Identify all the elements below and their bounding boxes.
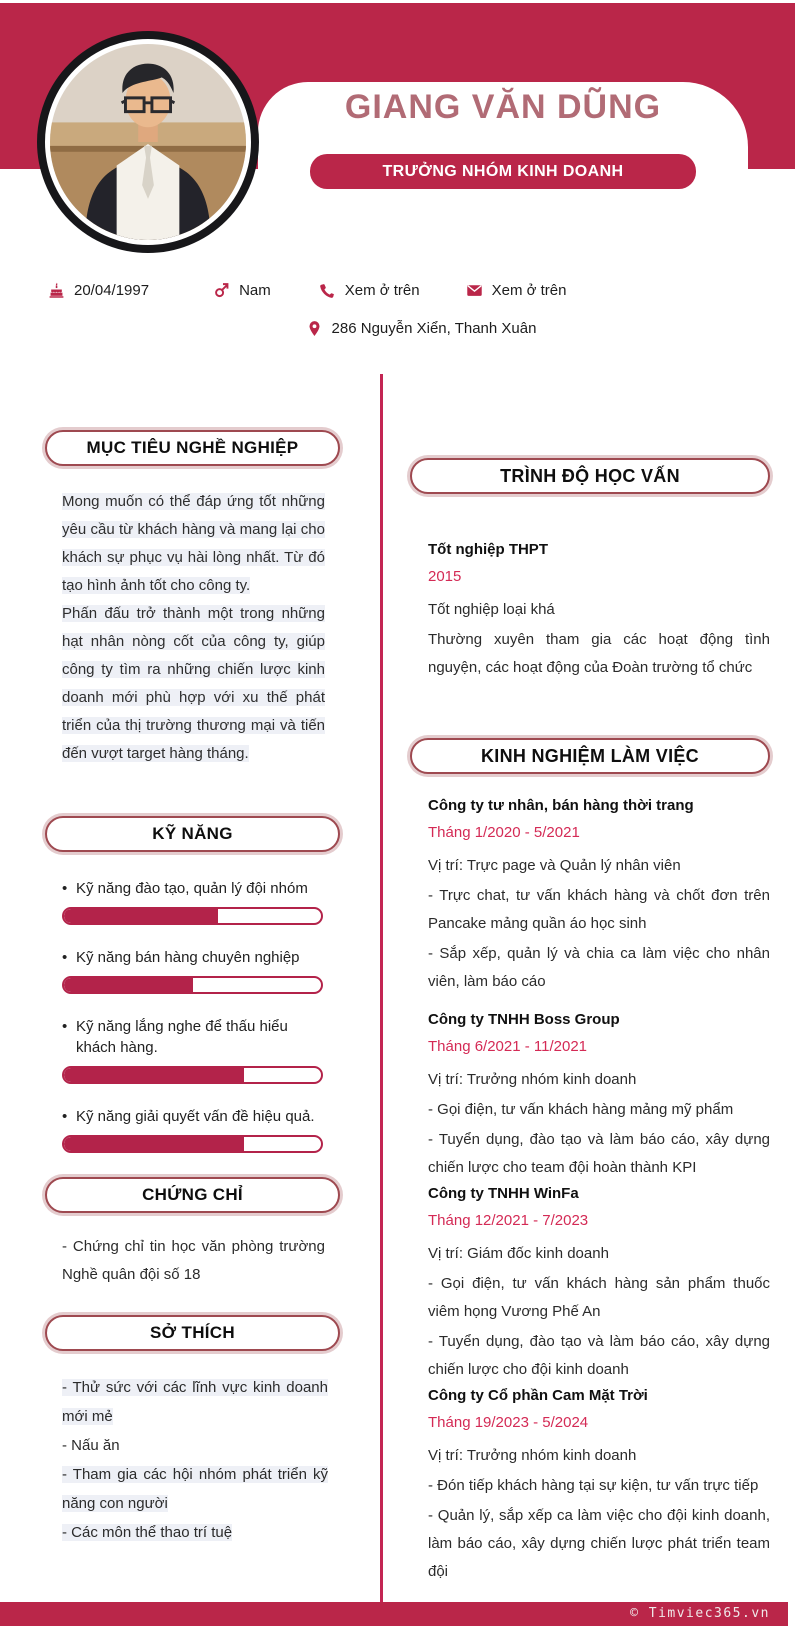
dob-field	[48, 282, 149, 299]
dob-value: 20/04/1997	[74, 281, 150, 299]
person-avatar-illustration	[50, 44, 246, 240]
experience-line: - Đón tiếp khách hàng tại sự kiện, tư vấn trực tiếp	[428, 1477, 759, 1494]
experience-company: Công ty Cổ phần Cam Mặt Trời	[428, 1387, 648, 1404]
job-title-badge: TRƯỞNG NHÓM KINH DOANH	[310, 154, 696, 189]
skill-bar-fill	[64, 909, 218, 923]
objective-paragraph: Phấn đấu trở thành một trong những hạt nhân nòng cốt của công ty, giúp công ty tìm ra những chiến lược kinh doanh mới phù hợp với xu thế phát triển của thị trường thương mại và tiến đến vượt target hàng tháng.	[62, 605, 325, 762]
contact-row-2	[0, 316, 800, 340]
gender-male-icon	[213, 282, 230, 299]
skill-item	[62, 1016, 323, 1084]
email-value: Xem ở trên	[491, 281, 567, 299]
experience-company: Công ty TNHH Boss Group	[428, 1011, 620, 1028]
experience-details	[428, 1066, 770, 1182]
phone-icon	[319, 282, 336, 299]
experience-period: Tháng 12/2021 - 7/2023	[428, 1212, 589, 1229]
column-divider	[380, 374, 383, 1602]
right-column	[410, 458, 770, 1586]
location-pin-icon	[306, 320, 323, 337]
experience-period: Tháng 19/2023 - 5/2024	[428, 1414, 589, 1431]
education-degree: Tốt nghiệp THPT	[428, 541, 548, 558]
education-entry	[428, 538, 770, 682]
cv-body	[0, 360, 800, 1602]
experience-details	[428, 852, 770, 996]
section-title-skills: KỸ NĂNG	[45, 816, 340, 852]
experience-line: Vị trí: Trực page và Quản lý nhân viên	[428, 857, 681, 874]
experience-period: Tháng 1/2020 - 5/2021	[428, 824, 580, 841]
certificate-line: - Chứng chỉ tin học văn phòng trường Nghề quân đội số 18	[62, 1238, 325, 1283]
experience-line: - Trực chat, tư vấn khách hàng và chốt đơn trên Pancake mảng quần áo học sinh	[428, 887, 770, 932]
experience-line: - Gọi điện, tư vấn khách hàng mảng mỹ phẩm	[428, 1101, 734, 1118]
experience-line: - Tuyển dụng, đào tạo và làm báo cáo, xây dựng chiến lược cho đội kinh doanh	[428, 1333, 770, 1378]
contact-info	[0, 278, 800, 340]
hobby-item: - Thử sức với các lĩnh vực kinh doanh mới mẻ	[62, 1379, 328, 1425]
skill-bar	[62, 907, 323, 925]
gender-field	[213, 282, 271, 299]
experience-line: - Sắp xếp, quản lý và chia ca làm việc cho nhân viên, làm báo cáo	[428, 945, 770, 990]
education-line: Tốt nghiệp loại khá	[428, 601, 555, 618]
experience-line: Vị trí: Trưởng nhóm kinh doanh	[428, 1071, 637, 1088]
experience-entry	[428, 1182, 770, 1384]
skill-bar	[62, 1066, 323, 1084]
objective-paragraph: Mong muốn có thể đáp ứng tốt những yêu cầu từ khách hàng và mang lại cho khách sự phục vụ hài lòng nhất. Từ đó tạo hình ảnh tốt cho công ty.	[62, 493, 325, 594]
skill-label: • Kỹ năng giải quyết vấn đề hiệu quả.	[62, 1106, 323, 1127]
experience-line: - Gọi điện, tư vấn khách hàng sản phẩm thuốc viêm họng Vương Phế An	[428, 1275, 770, 1320]
profile-photo	[37, 31, 259, 253]
skill-label: • Kỹ năng lắng nghe để thấu hiểu khách hàng.	[62, 1016, 323, 1058]
envelope-icon	[466, 282, 483, 299]
experience-company: Công ty tư nhân, bán hàng thời trang	[428, 797, 694, 814]
experience-period: Tháng 6/2021 - 11/2021	[428, 1038, 588, 1055]
hobby-item: - Nấu ăn	[62, 1437, 120, 1454]
name-panel	[258, 82, 748, 212]
skill-item	[62, 947, 323, 994]
skill-label: • Kỹ năng đào tạo, quản lý đội nhóm	[62, 878, 323, 899]
profile-photo-image	[50, 44, 246, 240]
experience-company: Công ty TNHH WinFa	[428, 1185, 579, 1202]
section-title-education: TRÌNH ĐỘ HỌC VẤN	[410, 458, 770, 494]
address-value: 286 Nguyễn Xiển, Thanh Xuân	[331, 319, 537, 337]
skill-bar	[62, 1135, 323, 1153]
skill-item	[62, 1106, 323, 1153]
skills-list	[62, 878, 323, 1153]
candidate-name: GIANG VĂN DŨNG	[344, 88, 662, 126]
hobby-item: - Tham gia các hội nhóm phát triển kỹ năng con người	[62, 1466, 328, 1512]
certificates-text	[45, 1233, 340, 1289]
experience-line: - Quản lý, sắp xếp ca làm việc cho đội kinh doanh, làm báo cáo, xây dựng chiến lược phát triển team đội	[428, 1507, 770, 1580]
experience-details	[428, 1442, 770, 1586]
address-field	[306, 320, 537, 337]
section-title-hobbies: SỞ THÍCH	[45, 1315, 340, 1351]
contact-row-1	[48, 278, 800, 302]
experience-line: Vị trí: Giám đốc kinh doanh	[428, 1245, 609, 1262]
section-title-certificates: CHỨNG CHỈ	[45, 1177, 340, 1213]
section-title-experience: KINH NGHIỆM LÀM VIỆC	[410, 738, 770, 774]
skill-bar-fill	[64, 1068, 244, 1082]
experience-line: Vị trí: Trưởng nhóm kinh doanh	[428, 1447, 637, 1464]
skill-bar-fill	[64, 1137, 244, 1151]
gender-value: Nam	[239, 281, 271, 299]
experience-entry	[428, 794, 770, 996]
hobby-item: - Các môn thể thao trí tuệ	[62, 1524, 233, 1541]
email-field	[466, 282, 567, 299]
experience-entry	[428, 1384, 770, 1586]
cv-header	[0, 0, 800, 258]
education-details	[428, 596, 770, 682]
experience-details	[428, 1240, 770, 1384]
hobbies-list	[62, 1373, 328, 1547]
phone-value: Xem ở trên	[344, 281, 420, 299]
left-column	[45, 430, 340, 1547]
footer-bar	[0, 1602, 788, 1626]
birthday-cake-icon	[48, 282, 65, 299]
education-line: Thường xuyên tham gia các hoạt động tình nguyện, các hoạt động của Đoàn trường tổ chức	[428, 631, 770, 676]
skill-bar-fill	[64, 978, 193, 992]
objective-text	[45, 488, 340, 768]
skill-label: • Kỹ năng bán hàng chuyên nghiệp	[62, 947, 323, 968]
experience-line: - Tuyển dụng, đào tạo và làm báo cáo, xây dựng chiến lược cho team đội hoàn thành KPI	[428, 1131, 770, 1176]
skill-bar	[62, 976, 323, 994]
section-title-objective: MỤC TIÊU NGHỀ NGHIỆP	[45, 430, 340, 466]
experience-entry	[428, 1008, 770, 1182]
phone-field	[319, 282, 420, 299]
footer-copyright: © Timviec365.vn	[630, 1606, 770, 1621]
education-period: 2015	[428, 568, 462, 585]
skill-item	[62, 878, 323, 925]
